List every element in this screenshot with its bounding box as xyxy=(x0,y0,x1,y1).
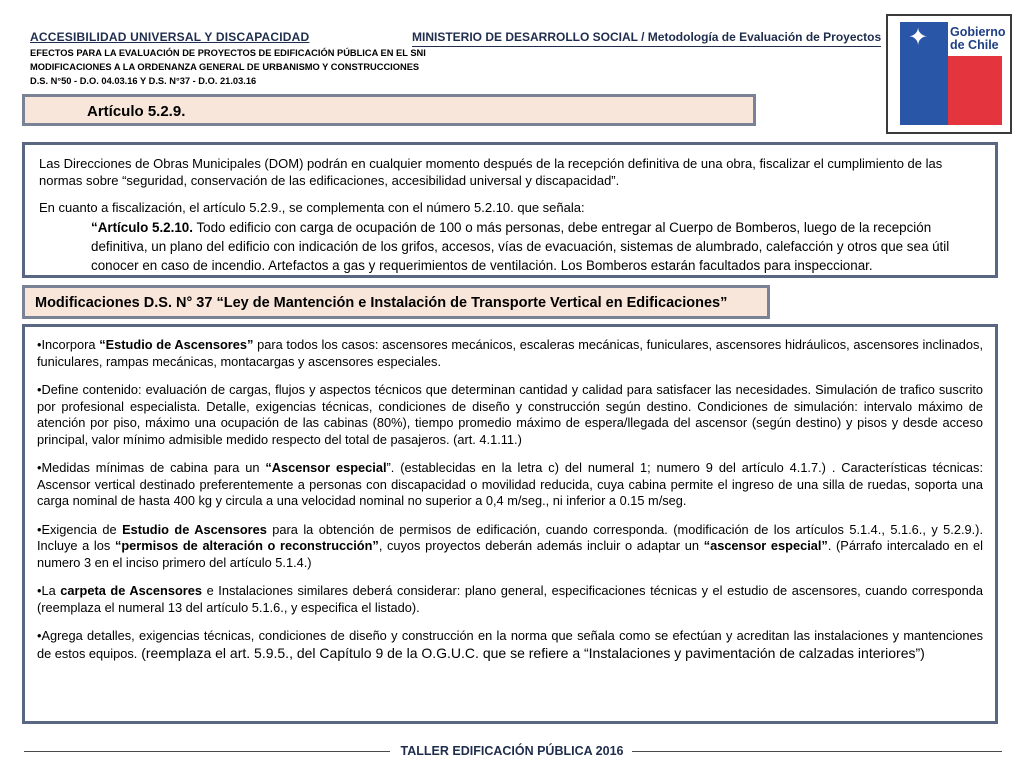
bullet-item xyxy=(37,583,983,616)
bullet-4-text-4: . (Párrafo intercalado en el numero 3 en el inciso primero del artículo 5.1.4.) xyxy=(37,538,983,570)
bullet-1-rest: para todos los casos: ascensores mecánicos, escaleras mecánicas, funiculares, ascensores hidráulicos, ascensores inclinados, funiculares, rampas mecánicas, montacargas y ascensores especiales. xyxy=(37,337,983,369)
article-title-bar xyxy=(22,94,756,126)
bullet-3-rest: ”. (establecidas en la letra c) del numeral 1; numero 9 del artículo 4.1.7.) . Características técnicas: Ascensor vertical destinado preferentemente a personas con discapacidad o movilidad reducida, cuya cabina permite el ingreso de una silla de ruedas, soporta una carga nominal de hasta 400 kg y circula a una velocidad nominal no superior a 0,4 m/seg., ni inferior a 0.15 m/seg. xyxy=(37,460,984,508)
article-quote-lead: “Artículo 5.2.10. xyxy=(91,220,193,235)
logo-text-line2: de Chile xyxy=(950,38,999,52)
header-left-line1: EFECTOS PARA LA EVALUACIÓN DE PROYECTOS DE EDIFICACIÓN PÚBLICA EN EL SNI xyxy=(30,48,426,58)
bullet-4-text-2: para la obtención de permisos de edificación, cuando corresponda. (modificación de los artículos 5.1.4., 5.1.6., y 5.2.9.). Incluye a los xyxy=(37,521,983,553)
bullet-item xyxy=(37,628,983,662)
bullet-item xyxy=(37,460,983,510)
logo-red-panel xyxy=(948,56,1002,125)
bullet-5-rest: e Instalaciones similares deberá considerar: plano general, especificaciones técnicas y el estudio de ascensores, cuando corresponda (reemplaza el numeral 13 del artículo 5.1.6., y especifica el listado). xyxy=(37,583,984,615)
header-left-line3: D.S. N°50 - D.O. 04.03.16 Y D.S. N°37 - D.O. 21.03.16 xyxy=(30,76,257,86)
bullet-3-text: •Medidas mínimas de cabina para un xyxy=(37,460,266,475)
bullet-4-emphasis-2: “permisos de alteración o reconstrucción” xyxy=(114,538,379,553)
bullet-4-text-3: , cuyos proyectos deberán además incluir o adaptar un xyxy=(378,538,704,553)
header-left xyxy=(30,30,426,88)
modifications-body-box xyxy=(22,324,998,724)
bullet-5-emphasis: carpeta de Ascensores xyxy=(60,583,202,598)
bullet-4-text: •Exigencia de xyxy=(37,521,123,537)
bullet-3-emphasis: “Ascensor especial xyxy=(265,460,387,475)
modifications-title: Modificaciones D.S. N° 37 “Ley de Mantención e Instalación de Transporte Vertical en Edificaciones” xyxy=(35,295,728,311)
header-left-title: ACCESIBILIDAD UNIVERSAL Y DISCAPACIDAD xyxy=(30,30,310,44)
article-paragraph-1: Las Direcciones de Obras Municipales (DOM) podrán en cualquier momento después de la recepción definitiva de una obra, fiscalizar el cumplimiento de las normas sobre “seguridad, conservación de las edificaciones, accesibilidad universal y discapacidad”. xyxy=(39,156,943,188)
article-body-box xyxy=(22,142,998,278)
bullet-1-emphasis: “Estudio de Ascensores” xyxy=(99,337,254,352)
bullet-6-text: •Agrega detalles, exigencias técnicas, condiciones de diseño y construcción en la norma que señala como se efectúan y acreditan las instalaciones y mantenciones de estos equipos. xyxy=(37,628,983,661)
logo-text-line1: Gobierno xyxy=(950,25,1006,39)
article-quote xyxy=(91,218,983,275)
modifications-title-bar xyxy=(22,285,770,319)
bullet-6-rest: (reemplaza el art. 5.9.5., del Capítulo 9 de la O.G.U.C. que se refiere a “Instalaciones y pavimentación de calzadas interiores”) xyxy=(137,644,925,661)
bullet-4-emphasis-3: “ascensor especial” xyxy=(703,538,828,553)
gobierno-de-chile-logo xyxy=(886,14,1012,134)
bullet-1-text: •Incorpora xyxy=(37,337,100,352)
article-title: Artículo 5.2.9. xyxy=(87,103,186,120)
article-paragraph-2: En cuanto a fiscalización, el artículo 5.2.9., se complementa con el número 5.2.10. que señala: xyxy=(39,200,585,215)
bullet-4-emphasis-1: Estudio de Ascensores xyxy=(122,521,267,537)
bullet-item xyxy=(37,522,983,572)
bullet-item xyxy=(37,337,983,370)
bullet-item: •Define contenido: evaluación de cargas, flujos y aspectos técnicos que determinan cantidad y calidad para satisfacer las necesidades. Simulación de trafico suscrito por profesional especialista. Detalle, exigencias técnicas, condiciones de diseño y construcción según destino. Condiciones de simulación: intervalo máximo de atención por piso, máximo una ocupación de las cabinas (80%), tiempo promedio máximo de espera/llegada del ascensor (según destino) y pisos y desde acceso principal, valor mínimo admisible medido respecto del total de pasajeros. (art. 4.1.11.) xyxy=(37,382,983,447)
coat-of-arms-icon: ✦ xyxy=(908,24,929,51)
logo-blue-panel xyxy=(900,22,948,125)
logo-text xyxy=(950,26,1006,52)
header-left-line2: MODIFICACIONES A LA ORDENANZA GENERAL DE URBANISMO Y CONSTRUCCIONES xyxy=(30,62,420,72)
bullet-5-text: •La xyxy=(37,583,61,598)
header-right-title: MINISTERIO DE DESARROLLO SOCIAL / Metodología de Evaluación de Proyectos xyxy=(412,30,881,47)
footer-title: TALLER EDIFICACIÓN PÚBLICA 2016 xyxy=(400,744,624,758)
article-quote-text: Todo edificio con carga de ocupación de 100 o más personas, debe entregar al Cuerpo de Bomberos, luego de la recepción definitiva, un plano del edificio con indicación de los grifos, accesos, vías de evacuación, sistemas de alumbrado, calefacción y otros que sea útil conocer en caso de incendio. Artefactos a gas y requerimientos de ventilación. Los Bomberos estarán facultados para inspeccionar. xyxy=(91,220,950,273)
